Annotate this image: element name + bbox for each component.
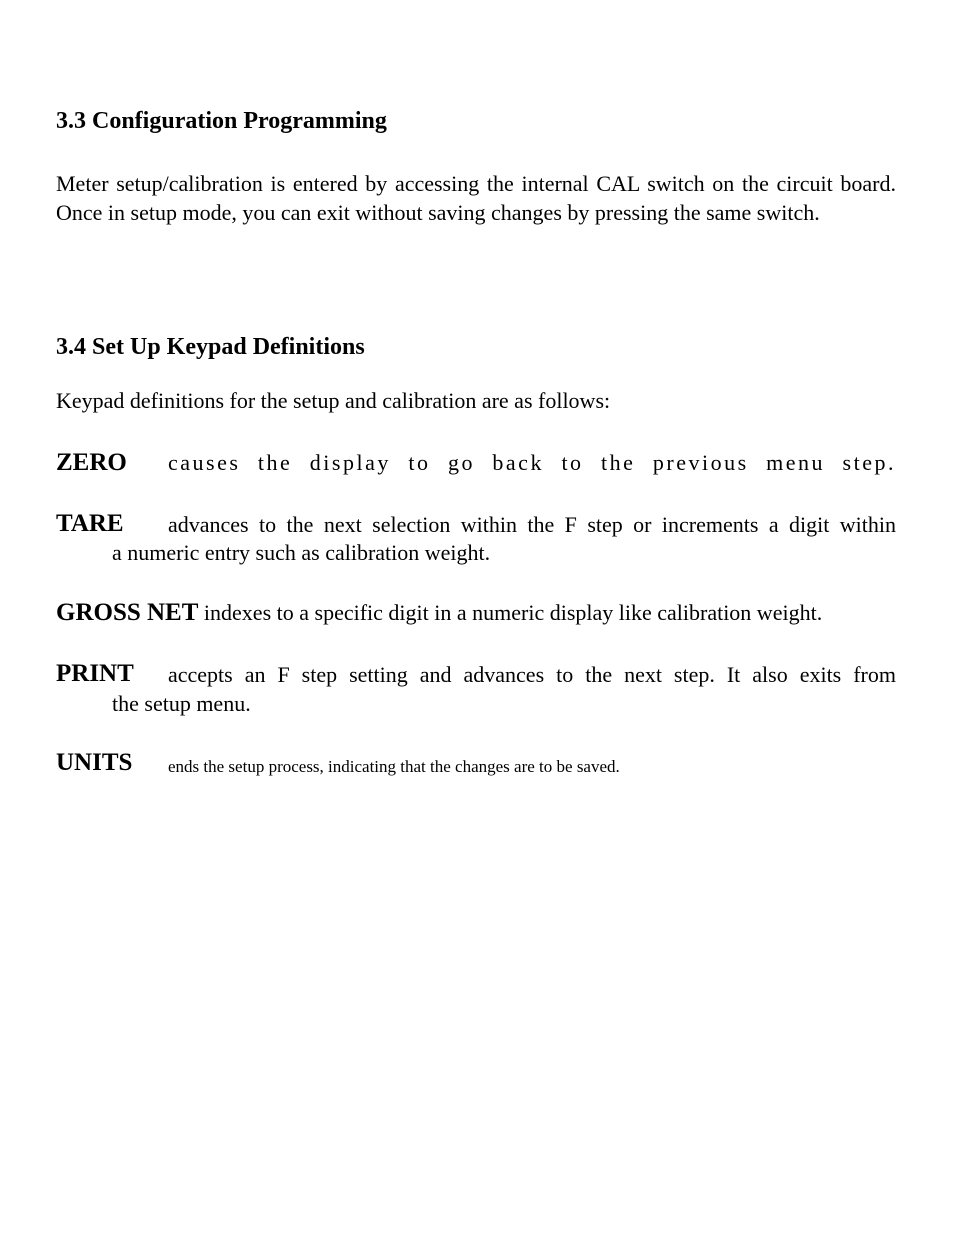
definition-tare-line1: advances to the next selection within the F step or increments a digit within <box>168 512 896 537</box>
zero-word: to <box>561 450 584 475</box>
definition-gross-net-text: indexes to a specific digit in a numeric display like calibration weight. <box>203 600 823 625</box>
section-heading-3-3: 3.3 Configuration Programming <box>56 108 387 134</box>
term-tare: TARE <box>56 510 124 537</box>
term-zero: ZERO <box>56 449 127 476</box>
zero-word: display <box>309 450 391 475</box>
definition-print-line2: the setup menu. <box>112 691 251 716</box>
section-heading-3-4: 3.4 Set Up Keypad Definitions <box>56 334 365 360</box>
section-3-3-body: Meter setup/calibration is entered by accessing the internal CAL switch on the circuit board. Once in setup mode, you can exit without saving changes by pressing the same switch. <box>56 171 896 225</box>
definition-print-line1: accepts an F step setting and advances to the next step. It also exits from <box>168 662 896 687</box>
zero-word: step. <box>842 450 896 475</box>
zero-word: the <box>257 450 293 475</box>
definition-units-text: ends the setup process, indicating that the changes are to be saved. <box>168 757 620 776</box>
zero-word: go <box>447 450 475 475</box>
term-units: UNITS <box>56 749 133 776</box>
term-gross-net: GROSS NET <box>56 599 199 626</box>
zero-word: back <box>492 450 544 475</box>
definition-gross-net <box>56 598 896 627</box>
zero-word: menu <box>766 450 826 475</box>
zero-word: causes <box>168 450 241 475</box>
zero-word: the <box>601 450 636 475</box>
zero-word: previous <box>652 450 749 475</box>
definition-tare-line2: a numeric entry such as calibration weight. <box>112 540 491 565</box>
zero-word: to <box>408 450 431 475</box>
term-print: PRINT <box>56 660 134 687</box>
definition-zero-text <box>168 450 896 476</box>
section-3-4-intro: Keypad definitions for the setup and calibration are as follows: <box>56 388 611 413</box>
